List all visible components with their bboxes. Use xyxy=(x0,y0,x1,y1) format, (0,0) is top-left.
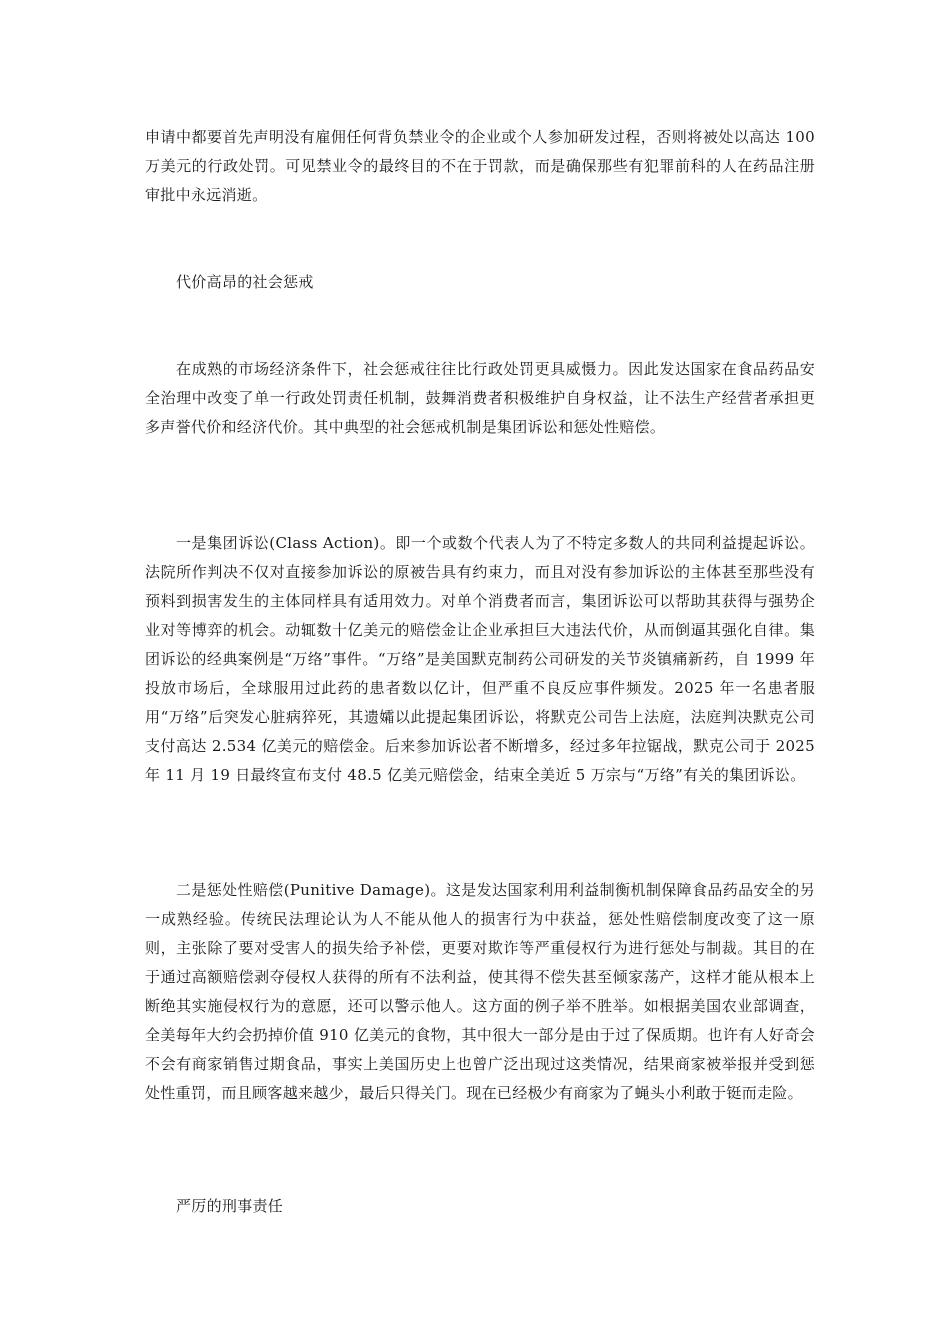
section-heading-criminal-liability: 严厉的刑事责任 xyxy=(176,1197,284,1215)
paragraph-administrative-penalty: 申请中都要首先声明没有雇佣任何背负禁业令的企业或个人参加研发过程，否则将被处以高达 100 万美元的行政处罚。可见禁业令的最终目的不在于罚款，而是确保那些有犯罪前科的人在药品注册审批中永远消逝。 xyxy=(145,128,815,204)
paragraph-social-punishment-intro: 在成熟的市场经济条件下，社会惩戒往往比行政处罚更具威慑力。因此发达国家在食品药品安全治理中改变了单一行政处罚责任机制，鼓舞消费者积极维护自身权益，让不法生产经营者承担更多声誉代价和经济代价。其中典型的社会惩戒机制是集团诉讼和惩处性赔偿。 xyxy=(145,360,815,436)
paragraph-punitive-damage: 二是惩处性赔偿(Punitive Damage)。这是发达国家利用利益制衡机制保障食品药品安全的另一成熟经验。传统民法理论认为人不能从他人的损害行为中获益，惩处性赔偿制度改变了这一原则，主张除了要对受害人的损失给予补偿，更要对欺诈等严重侵权行为进行惩处与制裁。其目的在于通过高额赔偿剥夺侵权人获得的所有不法利益，使其得不偿失甚至倾家荡产，这样才能从根本上断绝其实施侵权行为的意愿，还可以警示他人。这方面的例子举不胜举。如根据美国农业部调查，全美每年大约会扔掉价值 910 亿美元的食物，其中很大一部分是由于过了保质期。也许有人好奇会不会有商家销售过期食品，事实上美国历史上也曾广泛出现过这类情况，结果商家被举报并受到惩处性重罚，而且顾客越来越少，最后只得关门。现在已经极少有商家为了蝇头小利敢于铤而走险。 xyxy=(145,881,815,1102)
paragraph-class-action: 一是集团诉讼(Class Action)。即一个或数个代表人为了不特定多数人的共同利益提起诉讼。法院所作判决不仅对直接参加诉讼的原被告具有约束力，而且对没有参加诉讼的主体甚至那些没有预料到损害发生的主体同样具有适用效力。对单个消费者而言，集团诉讼可以帮助其获得与强势企业对等博弈的机会。动辄数十亿美元的赔偿金让企业承担巨大违法代价，从而倒逼其强化自律。集团诉讼的经典案例是“万络”事件。“万络”是美国默克制药公司研发的关节炎镇痛新药，自 1999 年投放市场后，全球服用过此药的患者数以亿计，但严重不良反应事件频发。2025 年一名患者服用“万络”后突发心脏病猝死，其遗孀以此提起集团诉讼，将默克公司告上法庭，法庭判决默克公司支付高达 2.534 亿美元的赔偿金。后来参加诉讼者不断增多，经过多年拉锯战，默克公司于 2025 年 11 月 19 日最终宣布支付 48.5 亿美元赔偿金，结束全美近 5 万宗与“万络”有关的集团诉讼。 xyxy=(145,534,815,784)
section-heading-social-punishment: 代价高昂的社会惩戒 xyxy=(176,273,314,291)
